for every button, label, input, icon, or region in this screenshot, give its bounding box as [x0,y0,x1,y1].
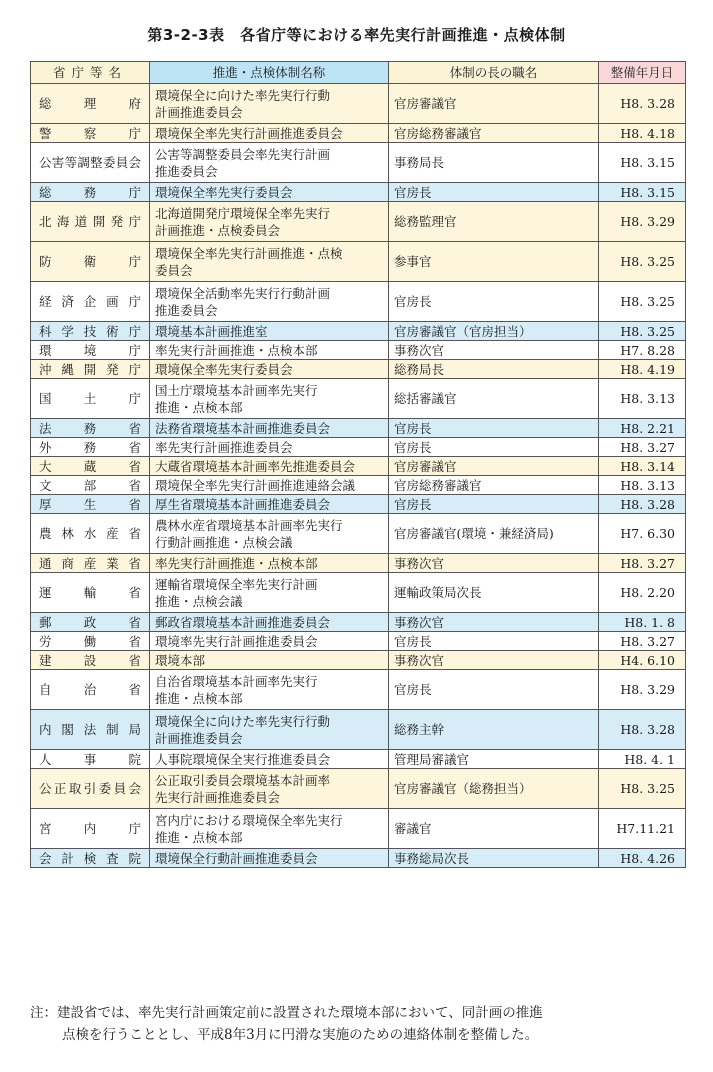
system-name-line: 計画推進委員会 [155,104,243,120]
table-row [31,670,686,710]
system-name-line: 環境保全率先実行計画推進連絡会議 [155,477,356,493]
table-row [31,514,686,554]
system-name-cell [150,124,389,143]
footnote-line-1: 注：建設省では、率先実行計画策定前に設置された環境本部において、同計画の推進 [30,1005,543,1021]
agency-cell: 大蔵省 [31,457,150,476]
system-name-cell [150,769,389,809]
system-name-line: 公正取引委員会環境基本計画率 [155,772,331,788]
header-row [31,62,686,84]
table-row [31,438,686,457]
table-row [31,202,686,242]
table-row [31,183,686,202]
system-name-line: 環境率先実行計画推進委員会 [155,633,318,649]
agency-cell: 農林水産省 [31,514,150,554]
footnote-line-2: 点検を行うこととし、平成8年3月に円滑な実施のための連絡体制を整備した。 [62,1027,539,1043]
system-name-cell [150,360,389,379]
system-name-cell [150,457,389,476]
table-row [31,750,686,769]
head-title-cell: 官房総務審議官 [389,476,599,495]
system-name-cell [150,84,389,124]
system-name-line: 環境保全行動計画推進委員会 [155,850,318,866]
head-title-cell: 官房総務審議官 [389,124,599,143]
system-name-line: 推進・点検会議 [155,593,243,609]
system-name-line: 率先実行計画推進・点検本部 [155,555,318,571]
date-cell: H8. 3.28 [599,84,686,124]
head-title-cell: 官房長 [389,670,599,710]
system-name-line: 運輸省環境保全率先実行計画 [155,576,318,592]
system-name-cell [150,632,389,651]
system-name-cell [150,419,389,438]
head-title-cell: 官房長 [389,419,599,438]
date-cell: H8. 3.27 [599,438,686,457]
head-title-cell: 審議官 [389,809,599,849]
date-cell: H8. 2.20 [599,573,686,613]
system-name-cell [150,573,389,613]
system-name-line: 先実行計画推進委員会 [155,789,281,805]
head-title-cell: 事務次官 [389,613,599,632]
system-name-line: 環境保全活動率先実行行動計画 [155,285,331,301]
agency-cell: 総務庁 [31,183,150,202]
header-agency: 省庁等名 [31,62,150,84]
header-date: 整備年月日 [599,62,686,84]
head-title-cell: 官房審議官 [389,84,599,124]
head-title-cell: 官房審議官 [389,457,599,476]
date-cell: H8. 1. 8 [599,613,686,632]
system-name-line: 推進・点検本部 [155,690,243,706]
date-cell: H8. 2.21 [599,419,686,438]
head-title-cell: 管理局審議官 [389,750,599,769]
head-title-cell: 事務総局次長 [389,849,599,868]
date-cell: H8. 3.15 [599,143,686,183]
system-name-line: 農林水産省環境基本計画率先実行 [155,517,343,533]
table-row [31,143,686,183]
agency-cell: 経済企画庁 [31,282,150,322]
system-name-line: 郵政省環境基本計画推進委員会 [155,614,331,630]
head-title-cell: 官房長 [389,282,599,322]
table-row [31,613,686,632]
agency-cell: 環境庁 [31,341,150,360]
table-row [31,282,686,322]
date-cell: H7.11.21 [599,809,686,849]
table-row [31,242,686,282]
date-cell: H8. 3.29 [599,202,686,242]
date-cell: H8. 3.27 [599,554,686,573]
system-name-cell [150,242,389,282]
table-row [31,419,686,438]
date-cell: H8. 3.13 [599,379,686,419]
system-name-line: 環境本部 [155,652,206,668]
table-row [31,476,686,495]
system-name-cell [150,143,389,183]
date-cell: H8. 4. 1 [599,750,686,769]
date-cell: H8. 4.19 [599,360,686,379]
system-name-line: 率先実行計画推進・点検本部 [155,342,318,358]
agency-cell: 郵政省 [31,613,150,632]
agency-cell: 運輸省 [31,573,150,613]
agency-cell: 国土庁 [31,379,150,419]
system-name-cell [150,554,389,573]
system-name-line: 公害等調整委員会率先実行計画 [155,146,331,162]
head-title-cell: 参事官 [389,242,599,282]
date-cell: H8. 3.25 [599,769,686,809]
agency-cell: 法務省 [31,419,150,438]
footnote [30,1002,690,1046]
table-row [31,632,686,651]
system-name-line: 大蔵省環境基本計画率先推進委員会 [155,458,356,474]
date-cell: H8. 3.15 [599,183,686,202]
date-cell: H8. 3.28 [599,710,686,750]
table-row [31,651,686,670]
agency-cell: 公害等調整委員会 [31,143,150,183]
agency-table [30,61,686,868]
system-name-cell [150,476,389,495]
system-name-line: 厚生省環境基本計画推進委員会 [155,496,331,512]
system-name-line: 環境保全に向けた率先実行行動 [155,87,331,103]
agency-cell: 人事院 [31,750,150,769]
agency-cell: 外務省 [31,438,150,457]
system-name-cell [150,322,389,341]
system-name-cell [150,379,389,419]
system-name-cell [150,438,389,457]
system-name-line: 環境保全率先実行計画推進委員会 [155,125,343,141]
system-name-line: 環境保全率先実行委員会 [155,184,293,200]
date-cell: H8. 4.18 [599,124,686,143]
date-cell: H8. 4.26 [599,849,686,868]
system-name-line: 北海道開発庁環境保全率先実行 [155,205,331,221]
agency-cell: 警察庁 [31,124,150,143]
table-row [31,457,686,476]
head-title-cell: 総務主幹 [389,710,599,750]
head-title-cell: 総務監理官 [389,202,599,242]
system-name-line: 環境保全に向けた率先実行行動 [155,713,331,729]
header-system-name: 推進・点検体制名称 [150,62,389,84]
table-row [31,769,686,809]
head-title-cell: 官房審議官(環境・兼経済局) [389,514,599,554]
system-name-cell [150,183,389,202]
head-title-cell: 官房長 [389,438,599,457]
head-title-cell: 運輸政策局次長 [389,573,599,613]
table-row [31,379,686,419]
agency-cell: 文部省 [31,476,150,495]
system-name-line: 推進・点検本部 [155,399,243,415]
table-row [31,341,686,360]
agency-cell: 建設省 [31,651,150,670]
date-cell: H8. 3.13 [599,476,686,495]
date-cell: H4. 6.10 [599,651,686,670]
agency-cell: 厚生省 [31,495,150,514]
agency-cell: 自治省 [31,670,150,710]
system-name-line: 環境基本計画推進室 [155,323,268,339]
system-name-cell [150,202,389,242]
system-name-cell [150,849,389,868]
table-row [31,360,686,379]
date-cell: H8. 3.25 [599,242,686,282]
date-cell: H7. 6.30 [599,514,686,554]
table-row [31,495,686,514]
head-title-cell: 総括審議官 [389,379,599,419]
head-title-cell: 総務局長 [389,360,599,379]
date-cell: H8. 3.25 [599,322,686,341]
system-name-line: 推進委員会 [155,302,218,318]
head-title-cell: 事務次官 [389,341,599,360]
agency-cell: 公正取引委員会 [31,769,150,809]
system-name-line: 計画推進・点検委員会 [155,222,281,238]
table-row [31,322,686,341]
agency-cell: 北海道開発庁 [31,202,150,242]
system-name-line: 人事院環境保全実行推進委員会 [155,751,331,767]
agency-cell: 宮内庁 [31,809,150,849]
system-name-cell [150,613,389,632]
system-name-line: 国土庁環境基本計画率先実行 [155,382,318,398]
date-cell: H8. 3.28 [599,495,686,514]
table-row [31,573,686,613]
system-name-line: 行動計画推進・点検会議 [155,534,293,550]
head-title-cell: 官房長 [389,632,599,651]
system-name-cell [150,282,389,322]
table-row [31,809,686,849]
agency-cell: 科学技術庁 [31,322,150,341]
table-row [31,84,686,124]
system-name-cell [150,750,389,769]
date-cell: H8. 3.14 [599,457,686,476]
system-name-line: 宮内庁における環境保全率先実行 [155,812,343,828]
system-name-cell [150,651,389,670]
head-title-cell: 官房長 [389,183,599,202]
table-row [31,554,686,573]
system-name-line: 法務省環境基本計画推進委員会 [155,420,331,436]
date-cell: H8. 3.29 [599,670,686,710]
table-body [31,84,686,868]
system-name-cell [150,341,389,360]
head-title-cell: 事務局長 [389,143,599,183]
system-name-line: 自治省環境基本計画率先実行 [155,673,318,689]
system-name-cell [150,495,389,514]
agency-cell: 労働省 [31,632,150,651]
header-head-title: 体制の長の職名 [389,62,599,84]
system-name-cell [150,514,389,554]
system-name-line: 計画推進委員会 [155,730,243,746]
head-title-cell: 官房審議官（官房担当） [389,322,599,341]
table-row [31,849,686,868]
agency-cell: 沖縄開発庁 [31,360,150,379]
date-cell: H8. 3.25 [599,282,686,322]
table-title: 第3-2-3表 各省庁等における率先実行計画推進・点検体制 [147,26,566,44]
agency-cell: 会計検査院 [31,849,150,868]
head-title-cell: 事務次官 [389,554,599,573]
system-name-cell [150,710,389,750]
table-row [31,710,686,750]
system-name-line: 環境保全率先実行計画推進・点検 [155,245,343,261]
system-name-line: 推進委員会 [155,163,218,179]
head-title-cell: 官房審議官（総務担当） [389,769,599,809]
system-name-cell [150,670,389,710]
head-title-cell: 事務次官 [389,651,599,670]
agency-cell: 通商産業省 [31,554,150,573]
agency-cell: 総理府 [31,84,150,124]
head-title-cell: 官房長 [389,495,599,514]
date-cell: H7. 8.28 [599,341,686,360]
system-name-cell [150,809,389,849]
agency-cell: 防衛庁 [31,242,150,282]
system-name-line: 環境保全率先実行委員会 [155,361,293,377]
agency-cell: 内閣法制局 [31,710,150,750]
date-cell: H8. 3.27 [599,632,686,651]
table-row [31,124,686,143]
system-name-line: 委員会 [155,262,193,278]
system-name-line: 率先実行計画推進委員会 [155,439,293,455]
system-name-line: 推進・点検本部 [155,829,243,845]
